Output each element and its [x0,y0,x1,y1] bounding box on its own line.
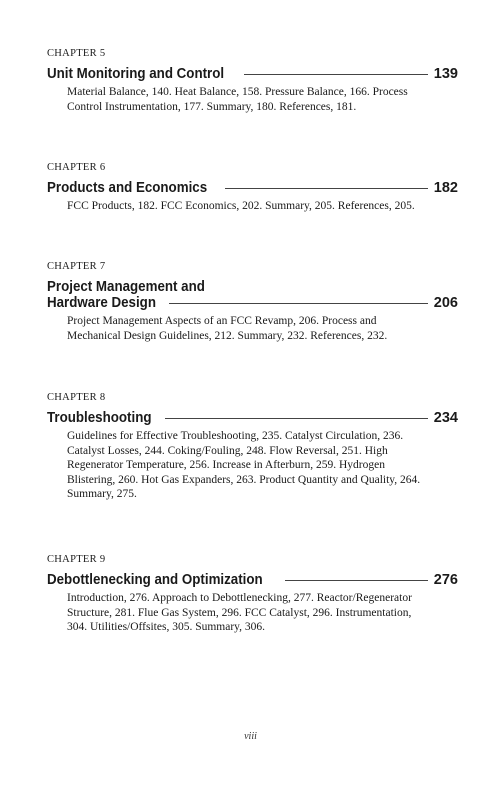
chapter-sections: Project Management Aspects of an FCC Revamp, 206. Process and Mechanical Design Guidelines, 212. Summary, 232. References, 232. [67,315,388,342]
chapter-page-number: 206 [433,295,458,311]
chapter-label: CHAPTER 7 [47,261,106,272]
chapter-sections: FCC Products, 182. FCC Economics, 202. Summary, 205. References, 205. [67,200,415,212]
chapter-title-row [47,572,458,588]
chapter-title-row [47,180,458,196]
chapter-page-number: 182 [433,180,458,196]
chapter-sections: Material Balance, 140. Heat Balance, 158. Pressure Balance, 166. Process Control Instrumentation, 177. Summary, 180. References, 181. [67,86,408,113]
chapter-title: Debottlenecking and Optimization [47,572,263,588]
chapter-title-row [47,66,458,82]
chapter-label: CHAPTER 9 [47,554,106,565]
chapter-5-entry [47,47,458,114]
page-number-footer: viii [244,731,257,742]
chapter-8-entry [47,391,458,502]
chapter-label: CHAPTER 8 [47,392,106,403]
chapter-title-row [47,295,458,311]
leader-line [244,74,428,75]
leader-line [225,188,428,189]
chapter-title-line-2: Hardware Design [47,295,156,311]
leader-line [169,303,427,304]
chapter-9-entry [47,553,458,635]
chapter-title-row [47,410,458,426]
chapter-7-entry [47,260,458,343]
chapter-page-number: 234 [433,410,458,426]
chapter-title: Products and Economics [47,180,208,196]
chapter-title: Unit Monitoring and Control [47,66,225,82]
chapter-label: CHAPTER 5 [47,48,106,59]
leader-line [285,580,427,581]
chapter-sections: Guidelines for Effective Troubleshooting, 235. Catalyst Circulation, 236. Catalyst Losses, 244. Coking/Fouling, 248. Flow Reversal, 251. High Regenerator Temperature, 256. Increase in Afterburn, 259. Hydrogen Blistering, 260. Hot Gas Expanders, 263. Product Quantity and Quality, 264. Summary, 275. [67,430,421,501]
chapter-label: CHAPTER 6 [47,162,106,173]
chapter-sections: Introduction, 276. Approach to Debottlenecking, 277. Reactor/Regenerator Structure, 281. Flue Gas System, 296. FCC Catalyst, 296. Instrumentation, 304. Utilities/Offsites, 305. Summary, 306. [67,592,412,634]
chapter-6-entry [47,161,458,214]
chapter-title-block [47,279,458,311]
leader-line [165,418,428,419]
chapter-title-line-1: Project Management and [47,279,205,295]
chapter-page-number: 276 [433,572,458,588]
chapter-title: Troubleshooting [47,410,152,426]
chapter-page-number: 139 [433,66,458,82]
